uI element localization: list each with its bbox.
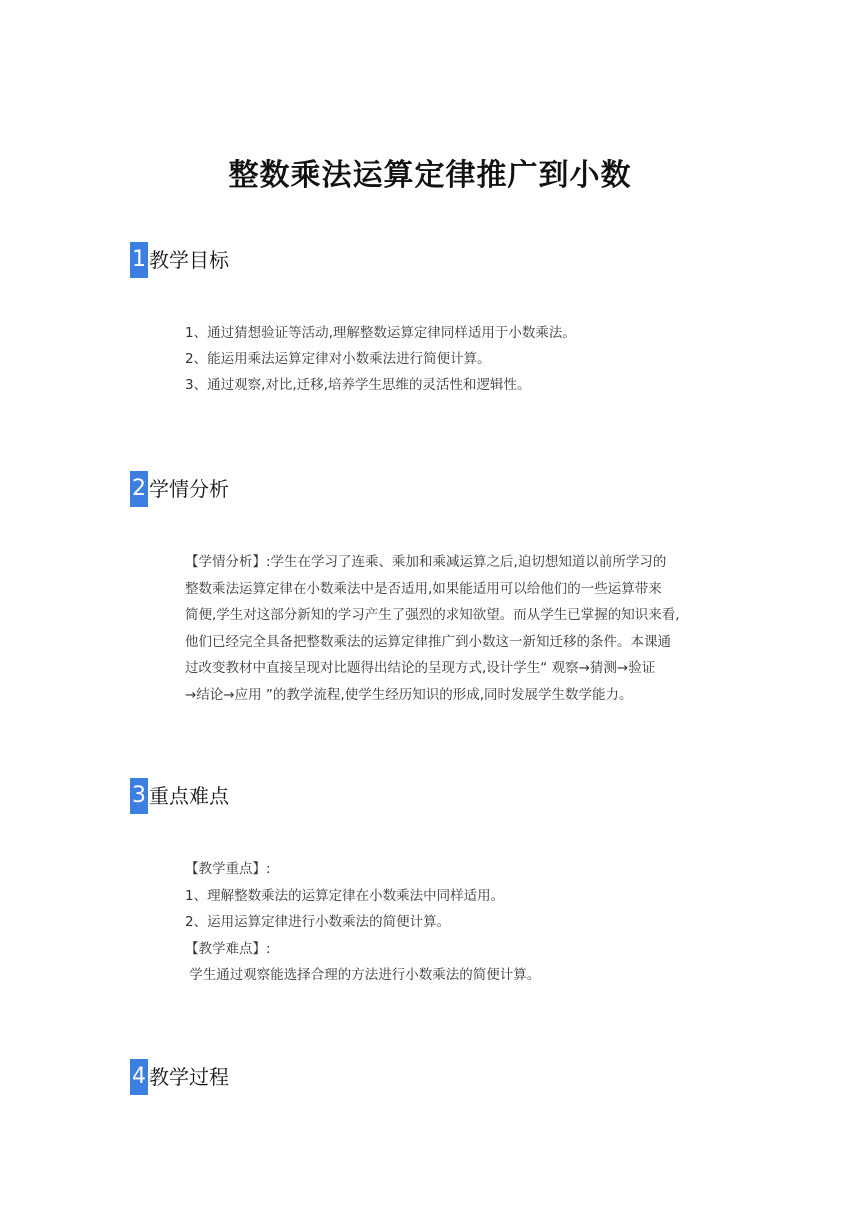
section-title: 教学过程 <box>149 1065 229 1089</box>
section-heading-goals <box>130 242 229 278</box>
section-heading-process <box>130 1059 229 1095</box>
teaching-goals <box>185 320 745 398</box>
section-heading-analysis <box>130 471 229 507</box>
section-title: 重点难点 <box>149 784 229 808</box>
keypoint-line: 1、理解整数乘法的运算定律在小数乘法中同样适用。 <box>185 887 505 904</box>
analysis-line: 【学情分析】:学生在学习了连乘、乘加和乘减运算之后,迫切想知道以前所学习的 <box>185 554 667 570</box>
keypoint-line: 2、运用运算定律进行小数乘法的简便计算。 <box>185 914 451 930</box>
section-title: 教学目标 <box>149 248 229 272</box>
analysis-line: 整数乘法运算定律在小数乘法中是否适用,如果能适用可以给他们的一些运算带来 <box>185 580 662 597</box>
student-analysis <box>185 549 745 708</box>
section-number: 1 <box>130 242 148 278</box>
section-number: 2 <box>130 471 148 507</box>
key-difficult-points <box>185 856 745 989</box>
analysis-line: 他们已经完全具备把整数乘法的运算定律推广到小数这一新知迁移的条件。本课通 <box>185 633 671 650</box>
page-title: 整数乘法运算定律推广到小数 <box>228 158 632 193</box>
goal-item: 2、能运用乘法运算定律对小数乘法进行简便计算。 <box>185 351 491 367</box>
keypoint-line: 【教学重点】: <box>185 861 271 877</box>
analysis-line: →结论→应用 ”的教学流程,使学生经历知识的形成,同时发展学生数学能力。 <box>185 686 633 703</box>
section-heading-keypoints <box>130 778 229 814</box>
goal-item: 3、通过观察,对比,迁移,培养学生思维的灵活性和逻辑性。 <box>185 377 531 393</box>
keypoint-line: 【教学难点】: <box>185 940 271 957</box>
section-number: 4 <box>130 1059 148 1095</box>
section-number: 3 <box>130 778 148 814</box>
analysis-line: 简便,学生对这部分新知的学习产生了强烈的求知欲望。而从学生已掌握的知识来看, <box>185 607 680 623</box>
analysis-line: 过改变教材中直接呈现对比题得出结论的呈现方式,设计学生“ 观察→猜测→验证 <box>185 660 656 676</box>
goal-item: 1、通过猜想验证等活动,理解整数运算定律同样适用于小数乘法。 <box>185 325 576 341</box>
keypoint-line: 学生通过观察能选择合理的方法进行小数乘法的简便计算。 <box>185 967 541 983</box>
section-title: 学情分析 <box>149 477 229 501</box>
